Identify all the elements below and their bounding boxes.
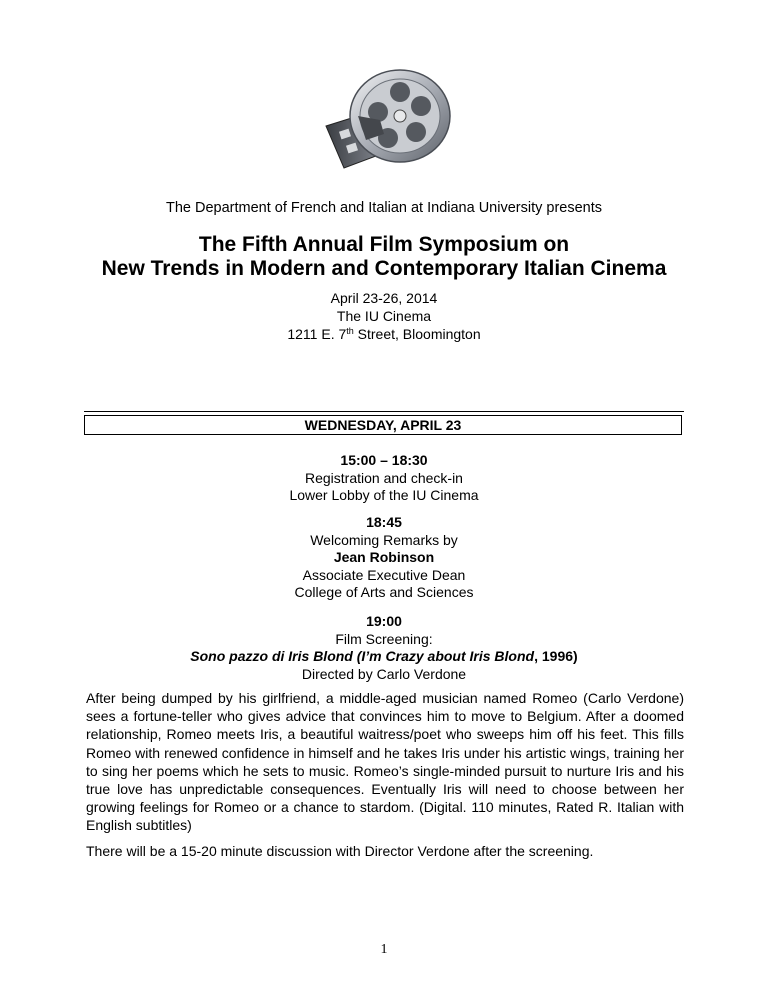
event-info — [0, 289, 768, 343]
event-address — [0, 325, 768, 343]
address-end: Street, Bloomington — [353, 326, 481, 342]
day-header-rule — [84, 411, 684, 412]
film-synopsis: After being dumped by his girlfriend, a middle-aged musician named Romeo (Carlo Verdone) sees a fortune-teller who gives advice that convinces him to move to Belgium. After a doomed relationship, Romeo meets Iris, a beautiful waitress/poet who sweeps him off his feet. This fills Romeo with renewed confidence in himself and he takes Iris under his artistic wings, training her to sing her poems which he sets to music. Romeo’s single-minded pursuit to nurture Iris and his true love has unpredictable consequences. Eventually Iris will need to choose between her growing feelings for Romeo or a chance to stardom. (Digital. 110 minutes, Rated R. Italian with English subtitles) — [86, 690, 684, 834]
address-start: 1211 E. 7 — [287, 326, 347, 342]
event-welcome — [0, 514, 768, 602]
event-venue: The IU Cinema — [336, 308, 432, 324]
speaker-college: College of Arts and Sciences — [294, 584, 474, 600]
presenter-line: The Department of French and Italian at Indiana University presents — [165, 200, 603, 216]
event-line: Film Screening: — [335, 630, 433, 647]
discussion-note: There will be a 15-20 minute discussion with Director Verdone after the screening. — [86, 843, 594, 859]
film-director: Directed by Carlo Verdone — [301, 665, 467, 682]
event-time: 18:45 — [366, 514, 402, 530]
event-line: Lower Lobby of the IU Cinema — [289, 487, 479, 503]
event-time: 19:00 — [366, 613, 402, 629]
event-dates: April 23-26, 2014 — [330, 290, 438, 306]
page-number: 1 — [380, 942, 388, 957]
speaker-title: Associate Executive Dean — [302, 566, 466, 583]
film-title: Sono pazzo di Iris Blond (I’m Crazy about Iris Blond — [190, 648, 535, 664]
event-line: Welcoming Remarks by — [310, 531, 458, 548]
day-header: WEDNESDAY, APRIL 23 — [84, 415, 682, 435]
film-year: , 1996) — [534, 648, 578, 664]
film-title-line — [0, 648, 768, 666]
film-reel-logo — [318, 64, 458, 184]
event-screening — [0, 613, 768, 683]
title-line-1: The Fifth Annual Film Symposium on — [198, 233, 570, 256]
speaker-name: Jean Robinson — [333, 549, 435, 565]
event-time: 15:00 – 18:30 — [340, 452, 428, 468]
event-line: Registration and check-in — [305, 469, 463, 486]
title-line-2: New Trends in Modern and Contemporary Italian Cinema — [101, 257, 667, 280]
event-registration — [0, 452, 768, 505]
film-reel-icon — [318, 64, 458, 184]
address-sup: th — [346, 326, 354, 336]
event-title — [0, 233, 768, 281]
